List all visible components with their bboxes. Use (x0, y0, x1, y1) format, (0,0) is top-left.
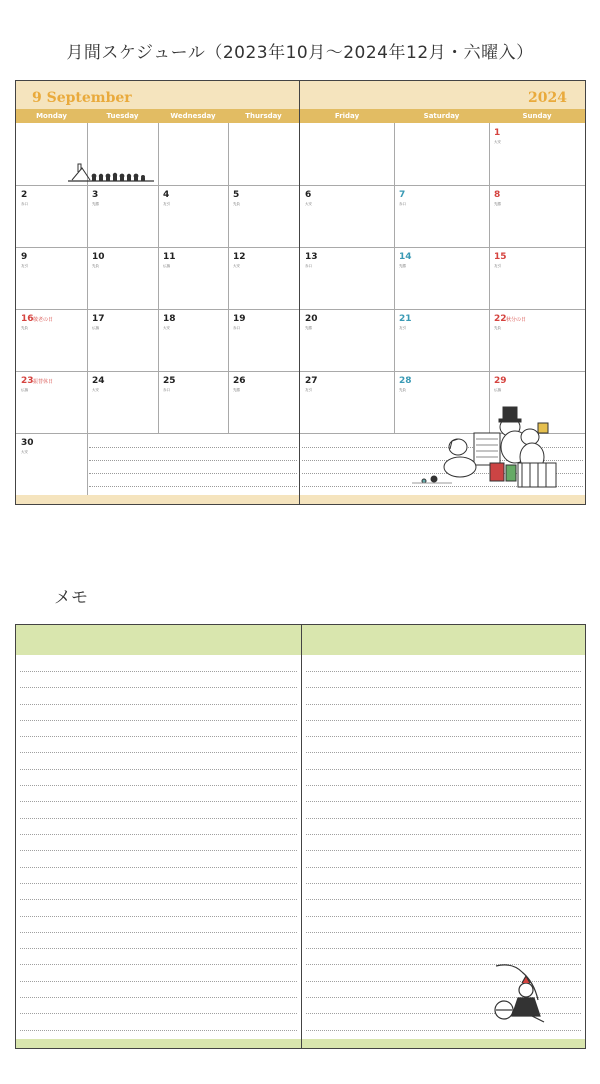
calendar-day-number[interactable]: 30 (21, 438, 34, 448)
note-dotted-line (89, 460, 297, 461)
weekday-saturday: Saturday (423, 112, 460, 120)
rokuyo-label: 赤口 (21, 202, 28, 206)
memo-ruled-line (306, 801, 581, 802)
memo-ruled-line (306, 769, 581, 770)
weekday-wednesday: Wednesday (170, 112, 216, 120)
footer-band-right (300, 495, 585, 504)
calendar-day-number[interactable]: 15 (494, 252, 507, 262)
rokuyo-label: 仏滅 (21, 388, 28, 392)
memo-ruled-line (306, 916, 581, 917)
memo-left-page (16, 625, 302, 1048)
rokuyo-label: 先勝 (494, 202, 501, 206)
rokuyo-label: 赤口 (233, 326, 240, 330)
memo-ruled-line (20, 671, 297, 672)
calendar-day-number[interactable]: 16 (21, 314, 34, 324)
memo-ruled-line (306, 883, 581, 884)
weekday-thursday: Thursday (245, 112, 282, 120)
calendar-day-number[interactable]: 28 (399, 376, 412, 386)
weekday-sunday: Sunday (522, 112, 552, 120)
moomin-family-illustration (412, 403, 562, 495)
weekday-friday: Friday (334, 112, 360, 120)
rokuyo-label: 先負 (399, 388, 406, 392)
calendar-day-number[interactable]: 2 (21, 190, 28, 200)
memo-ruled-line (20, 834, 297, 835)
calendar-right-page (300, 81, 585, 504)
grid-row-divider (300, 247, 585, 248)
rokuyo-label: 友引 (399, 326, 406, 330)
memo-ruled-line (20, 899, 297, 900)
memo-label: メモ (54, 588, 88, 608)
month-header-band (16, 81, 299, 109)
rokuyo-label: 友引 (494, 264, 501, 268)
calendar-day-number[interactable]: 14 (399, 252, 412, 262)
weekday-tuesday: Tuesday (106, 112, 139, 120)
memo-ruled-line (20, 1013, 297, 1014)
rokuyo-label: 先負 (21, 326, 28, 330)
calendar-day-number[interactable]: 24 (92, 376, 105, 386)
memo-ruled-line (306, 720, 581, 721)
rokuyo-label: 大安 (92, 388, 99, 392)
rokuyo-label: 大安 (305, 202, 312, 206)
little-my-illustration (482, 960, 562, 1030)
memo-ruled-line (306, 704, 581, 705)
rokuyo-label: 大安 (163, 326, 170, 330)
rokuyo-label: 赤口 (305, 264, 312, 268)
calendar-day-number[interactable]: 23 (21, 376, 34, 386)
calendar-day-number[interactable]: 19 (233, 314, 246, 324)
memo-ruled-line (20, 964, 297, 965)
memo-ruled-line (20, 801, 297, 802)
memo-ruled-line (306, 818, 581, 819)
grid-row-divider (16, 433, 299, 434)
memo-ruled-line (20, 704, 297, 705)
memo-ruled-line (306, 671, 581, 672)
month-title: 9 September (32, 90, 132, 106)
memo-ruled-line (20, 997, 297, 998)
memo-ruled-line (306, 834, 581, 835)
rokuyo-label: 仏滅 (494, 388, 501, 392)
rokuyo-label: 大安 (494, 140, 501, 144)
holiday-name: 振替休日 (33, 379, 54, 385)
memo-ruled-line (20, 785, 297, 786)
memo-ruled-line (20, 736, 297, 737)
memo-ruled-line (20, 932, 297, 933)
memo-ruled-line (20, 916, 297, 917)
memo-ruled-line (306, 867, 581, 868)
calendar-day-number[interactable]: 22 (494, 314, 507, 324)
memo-ruled-line (20, 850, 297, 851)
memo-ruled-line (306, 687, 581, 688)
rokuyo-label: 先負 (494, 326, 501, 330)
memo-ruled-line (306, 899, 581, 900)
grid-column-divider (158, 123, 159, 433)
note-dotted-line (89, 486, 297, 487)
memo-ruled-line (20, 948, 297, 949)
grid-column-divider (228, 123, 229, 433)
calendar-day-number[interactable]: 26 (233, 376, 246, 386)
memo-footer-band-left (16, 1039, 301, 1048)
calendar-day-number[interactable]: 29 (494, 376, 507, 386)
grid-row-divider (300, 309, 585, 310)
moomin-valley-procession-illustration (68, 156, 158, 186)
weekday-header-right (300, 109, 585, 123)
memo-ruled-line (306, 850, 581, 851)
calendar-day-number[interactable]: 3 (92, 190, 99, 200)
calendar-day-number[interactable]: 18 (163, 314, 176, 324)
rokuyo-label: 仏滅 (92, 326, 99, 330)
grid-row-divider (300, 371, 585, 372)
rokuyo-label: 友引 (163, 202, 170, 206)
memo-ruled-line (20, 720, 297, 721)
memo-ruled-line (20, 818, 297, 819)
memo-ruled-line (20, 1030, 297, 1031)
memo-ruled-line (306, 932, 581, 933)
memo-ruled-line (20, 752, 297, 753)
calendar-spread (15, 80, 586, 505)
calendar-left-page (16, 81, 300, 504)
grid-column-divider (394, 123, 395, 433)
rokuyo-label: 先勝 (233, 388, 240, 392)
memo-ruled-line (20, 687, 297, 688)
memo-ruled-line (20, 883, 297, 884)
memo-header-band-right (302, 625, 585, 655)
memo-right-page (302, 625, 585, 1048)
memo-header-band-left (16, 625, 301, 655)
rokuyo-label: 赤口 (163, 388, 170, 392)
calendar-day-number[interactable]: 4 (163, 190, 170, 200)
calendar-day-number[interactable]: 12 (233, 252, 246, 262)
memo-footer-band-right (302, 1039, 585, 1048)
memo-ruled-line (306, 785, 581, 786)
memo-ruled-line (20, 981, 297, 982)
footer-band-left (16, 495, 299, 504)
holiday-name: 秋分の日 (506, 317, 527, 323)
calendar-day-number[interactable]: 5 (233, 190, 240, 200)
calendar-day-number[interactable]: 17 (92, 314, 105, 324)
memo-ruled-line (20, 867, 297, 868)
rokuyo-label: 大安 (233, 264, 240, 268)
rokuyo-label: 先負 (233, 202, 240, 206)
rokuyo-label: 先負 (92, 264, 99, 268)
calendar-day-number[interactable]: 6 (305, 190, 312, 200)
memo-ruled-line (306, 1030, 581, 1031)
year-title: 2024 (528, 90, 567, 106)
memo-spread (15, 624, 586, 1049)
rokuyo-label: 大安 (21, 450, 28, 454)
grid-row-divider (300, 185, 585, 186)
weekday-header-left (16, 109, 299, 123)
calendar-day-number[interactable]: 21 (399, 314, 412, 324)
rokuyo-label: 友引 (305, 388, 312, 392)
weekday-monday: Monday (36, 112, 67, 120)
calendar-day-number[interactable]: 13 (305, 252, 318, 262)
memo-ruled-line (20, 769, 297, 770)
calendar-day-number[interactable]: 7 (399, 190, 406, 200)
note-dotted-line (89, 473, 297, 474)
rokuyo-label: 仏滅 (163, 264, 170, 268)
rokuyo-label: 赤口 (399, 202, 406, 206)
rokuyo-label: 先勝 (305, 326, 312, 330)
rokuyo-label: 友引 (21, 264, 28, 268)
calendar-day-number[interactable]: 1 (494, 128, 501, 138)
memo-ruled-line (306, 948, 581, 949)
calendar-day-number[interactable]: 11 (163, 252, 176, 262)
grid-column-divider (489, 123, 490, 433)
memo-ruled-line (306, 736, 581, 737)
memo-ruled-line (306, 752, 581, 753)
calendar-day-number[interactable]: 25 (163, 376, 176, 386)
calendar-day-number[interactable]: 27 (305, 376, 318, 386)
calendar-day-number[interactable]: 9 (21, 252, 28, 262)
year-header-band (300, 81, 585, 109)
page-title: 月間スケジュール（2023年10月～2024年12月・六曜入） (66, 43, 534, 63)
rokuyo-label: 先勝 (92, 202, 99, 206)
rokuyo-label: 先勝 (399, 264, 406, 268)
calendar-day-number[interactable]: 10 (92, 252, 105, 262)
calendar-day-number[interactable]: 20 (305, 314, 318, 324)
holiday-name: 敬老の日 (33, 317, 54, 323)
note-dotted-line (89, 447, 297, 448)
calendar-day-number[interactable]: 8 (494, 190, 501, 200)
